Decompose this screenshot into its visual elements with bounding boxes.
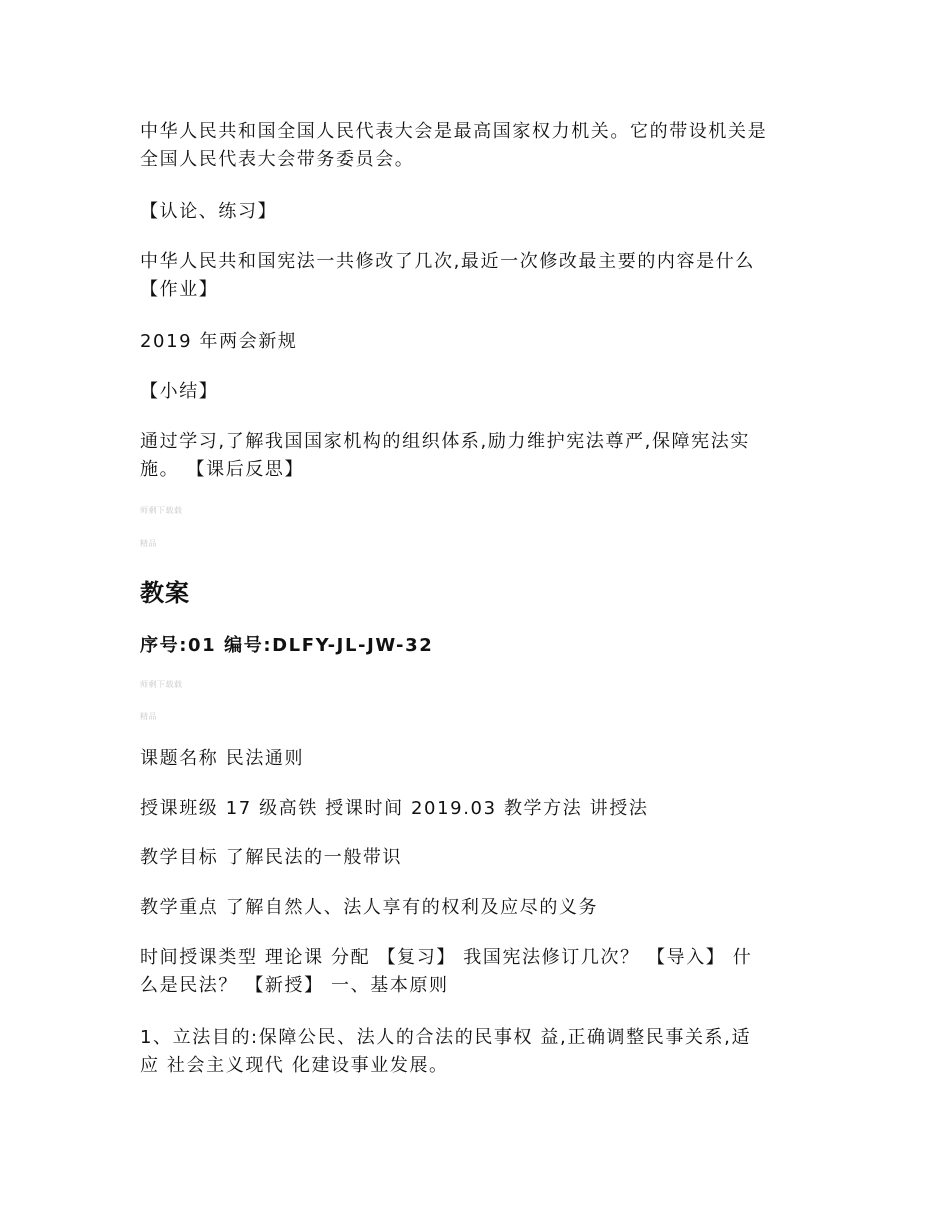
watermark-download: 师剩下载载	[140, 680, 183, 689]
serial-number: 序号:01 编号:DLFY-JL-JW-32	[140, 635, 434, 656]
paragraph-line: 么是民法？ 【新授】 一、基本原则	[140, 975, 449, 996]
paragraph-schedule	[140, 944, 820, 1000]
paragraph-line: 通过学习,了解我国国家机构的组织体系,励力维护宪法尊严,保障宪法实	[140, 431, 750, 452]
key-points-line: 教学重点 了解自然人、法人享有的权利及应尽的义务	[140, 897, 599, 918]
homework-heading: 【作业】	[140, 279, 219, 300]
summary-heading: 【小结】	[140, 381, 219, 402]
page-title: 教案	[140, 579, 190, 607]
paragraph-line: 全国人民代表大会带务委员会。	[140, 149, 415, 170]
paragraph-summary	[140, 428, 820, 484]
paragraph-principle	[140, 1024, 820, 1080]
discussion-heading: 【认论、练习】	[140, 201, 278, 222]
paragraph-question	[140, 248, 820, 304]
paragraph-line: 应 社会主义现代 化建设事业发展。	[140, 1055, 449, 1076]
homework-item: 2019 年两会新规	[140, 331, 298, 352]
class-info-line: 授课班级 17 级高铁 授课时间 2019.03 教学方法 讲授法	[140, 798, 649, 819]
watermark-download: 师剩下载载	[140, 506, 183, 515]
topic-line: 课题名称 民法通则	[140, 748, 305, 769]
paragraph-npc	[140, 118, 820, 174]
watermark-quality: 精品	[140, 539, 157, 548]
watermark-quality: 精品	[140, 712, 157, 721]
objective-line: 教学目标 了解民法的一般带识	[140, 847, 403, 868]
question-text: 中华人民共和国宪法一共修改了几次,最近一次修改最主要的内容是什么	[140, 251, 755, 272]
paragraph-line: 时间授课类型 理论课 分配 【复习】 我国宪法修订几次？ 【导入】 什	[140, 947, 753, 968]
paragraph-line: 1、立法目的:保障公民、法人的合法的民事权 益,正确调整民事关系,适	[140, 1027, 752, 1048]
paragraph-line: 中华人民共和国全国人民代表大会是最高国家权力机关。它的带设机关是	[140, 121, 768, 142]
paragraph-line: 施。 【课后反思】	[140, 459, 305, 480]
